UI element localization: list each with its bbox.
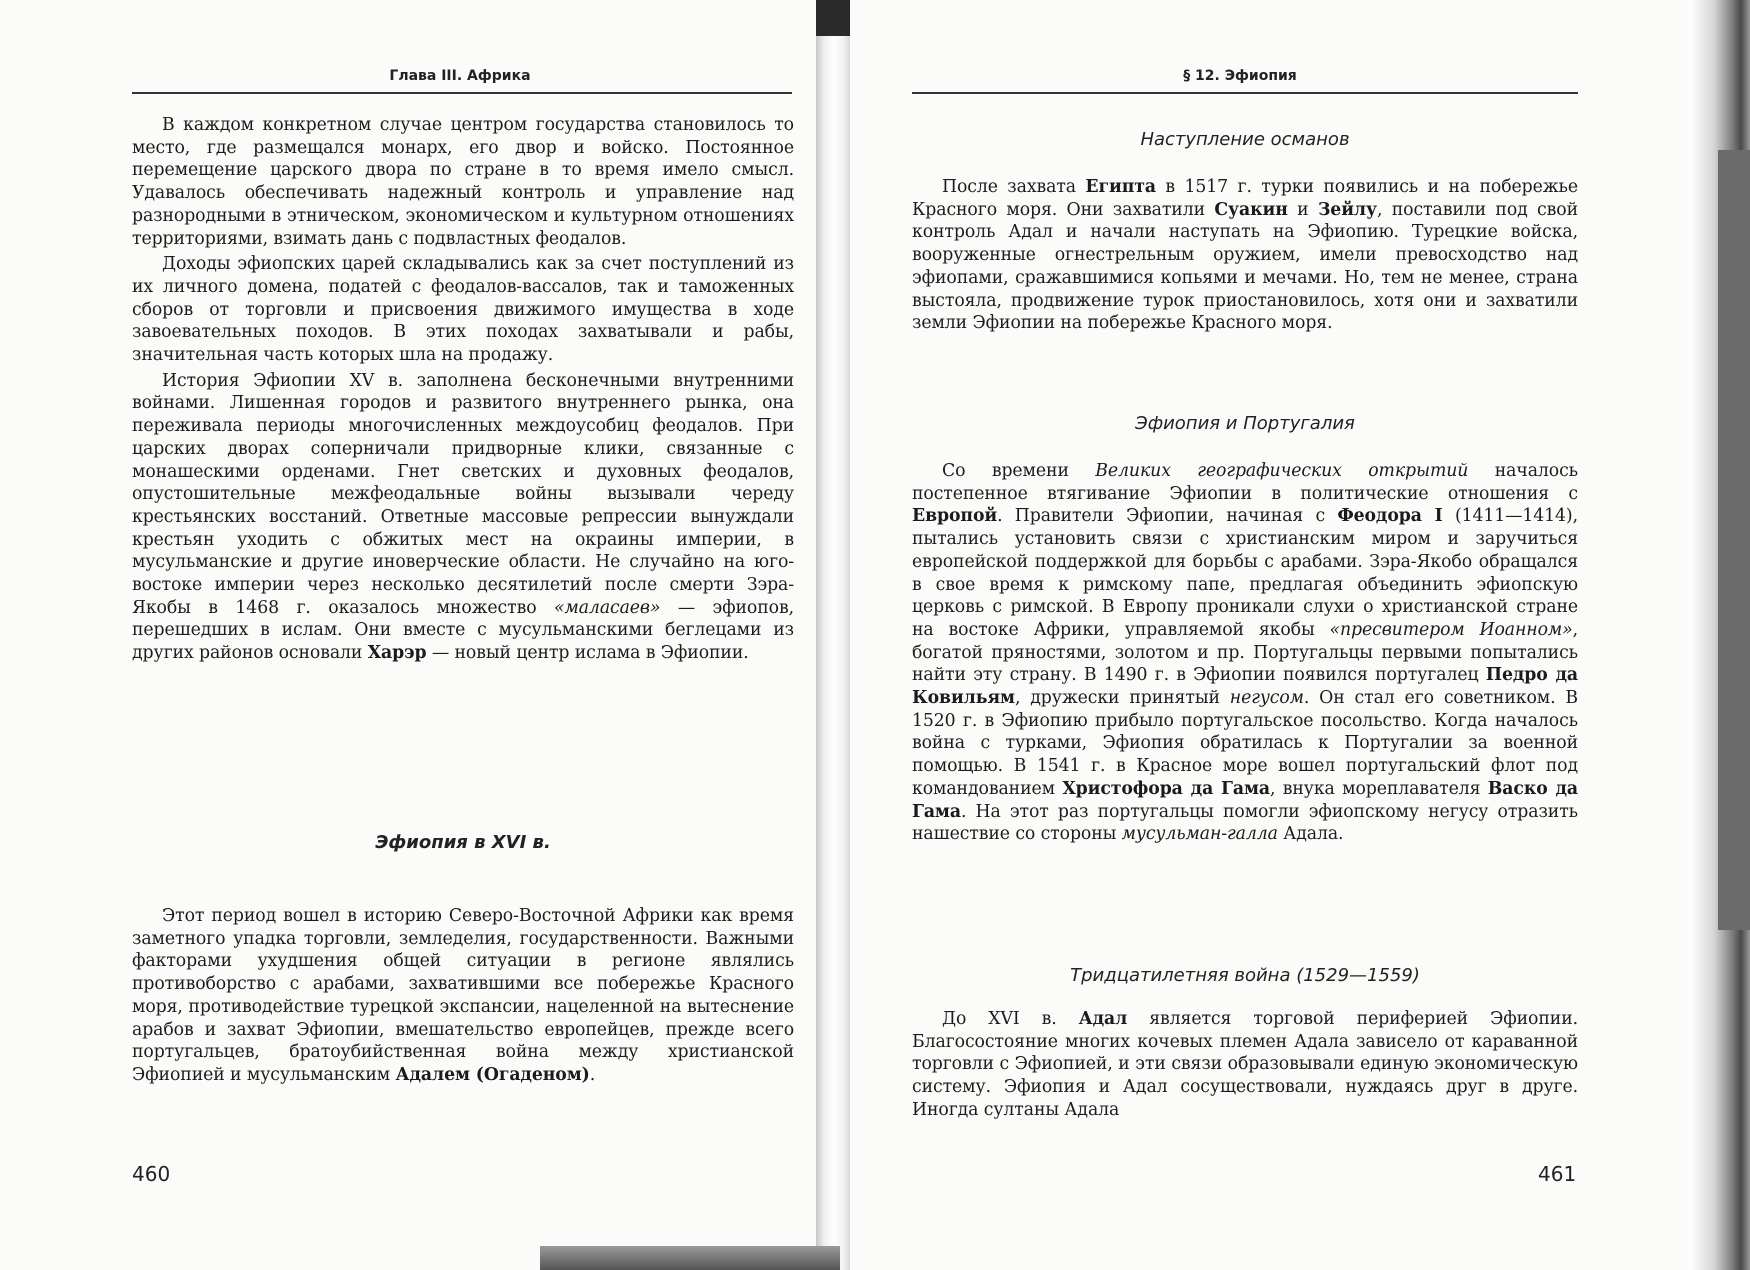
paragraph-adal xyxy=(912,1008,1578,1122)
text-span: До XVI в. xyxy=(942,1009,1079,1029)
running-head-left: Глава III. Африка xyxy=(389,68,531,84)
scan-edge-shadow xyxy=(540,1246,840,1270)
right-text-ottomans xyxy=(912,176,1578,338)
running-head-right: § 12. Эфиопия xyxy=(1183,68,1297,84)
text-span: После захвата xyxy=(942,177,1086,197)
header-rule-left xyxy=(132,92,792,94)
bold-term: Христофора да Гама xyxy=(1062,778,1270,799)
italic-term: Великих географических открытий xyxy=(1095,461,1469,481)
right-text-portugal xyxy=(912,460,1578,849)
left-page xyxy=(0,0,820,1270)
italic-term: «пресвитером Иоанном» xyxy=(1329,619,1573,640)
text-span: . xyxy=(589,1064,596,1085)
bold-term: Феодора I xyxy=(1337,506,1443,527)
text-span: , богатой пряностями, золотом и пр. Португальцы первыми попытались найти эту страну. В 1490 г. в Эфиопии появился португалец xyxy=(912,619,1578,686)
left-text-bottom xyxy=(132,905,794,1090)
paragraph-monarch-court xyxy=(132,114,794,250)
text-span: История Эфиопии XV в. заполнена бесконечными внутренними войнами. Лишенная городов и развитого внутреннего рынка, она переживала периоды многочисленных междоусобиц феодалов. При царских дворах соперничали придворные клики, связанные с монашескими орденами. Гнет светских и духовных феодалов, опустошительные межфеодальные войны вызывали череду крестьянских восстаний. Ответные массовые репрессии вынуждали крестьян уходить с обжитых мест на окраины империи, в мусульманские и другие иноверческие области. Не случайно на юго-востоке империи через несколько десятилетий после смерти Зэра-Якобы в 1468 г. оказалось множество xyxy=(132,370,794,618)
text-span: — новый центр ислама в Эфиопии. xyxy=(426,643,749,664)
left-text-top xyxy=(132,114,794,668)
bold-term: Адал xyxy=(1078,1009,1128,1029)
text-span: В каждом конкретном случае центром государства становилось то место, где размещался монарх, его двор и войско. Постоянное перемещение царского двора по стране в то время имело смысл. Удавалось обеспечивать надежный контроль и управление над разнородными в этническом, экономическом и культурном отношениях территориями, взимать дань с подвластных феодалов. xyxy=(132,115,794,249)
italic-term: мусульман-галла xyxy=(1121,824,1278,845)
book-edge-shadow xyxy=(1690,0,1750,1270)
paragraph-portugal xyxy=(912,460,1578,846)
text-span: Доходы эфиопских царей складывались как за счет поступлений из их личного домена, податей с феодалов-вассалов, так и таможенных сборов от торговли и присвоения движимого имущества в ходе завоевательных походов. В этих походах захватывали и рабы, значительная часть которых шла на продажу. xyxy=(132,254,794,366)
bold-term: Зейлу xyxy=(1317,199,1377,220)
heading-ottoman-advance: Наступление османов xyxy=(1140,129,1350,150)
bold-term: Васко да Гама xyxy=(912,778,1579,822)
text-span: началось постепенное втягивание Эфиопии в политические отношения с xyxy=(912,461,1578,504)
bold-term: Педро да Ковильям xyxy=(912,665,1578,709)
text-span: , внука мореплавателя xyxy=(1269,778,1488,799)
page-number-left: 460 xyxy=(132,1162,171,1186)
bold-term: Харэр xyxy=(367,643,427,664)
text-span: Со времени xyxy=(942,461,1096,481)
right-text-war xyxy=(912,1008,1578,1125)
italic-term: негусом xyxy=(1229,688,1304,709)
paragraph-ottomans xyxy=(912,176,1578,335)
text-span: . Правители Эфиопии, начиная с xyxy=(997,506,1338,527)
page-number-right: 461 xyxy=(1538,1162,1577,1186)
header-rule-right xyxy=(912,92,1578,94)
bold-term: Египта xyxy=(1085,177,1156,197)
paragraph-revenues xyxy=(132,253,794,367)
text-span: и xyxy=(1287,199,1318,220)
heading-thirty-years-war: Тридцатилетняя война (1529—1559) xyxy=(1070,965,1420,986)
text-span: , дружески принятый xyxy=(1014,688,1230,709)
text-span: в 1517 г. турки появились и на побережье Красного моря. Они захватили xyxy=(912,177,1578,220)
text-span: является торговой периферией Эфиопии. Благосостояние многих кочевых племен Адала зависело от караванной торговли с Эфиопией, и эти связи образовывали единую экономическую систему. Эфиопия и Адал сосуществовали, нуждаясь друг в друге. Иногда султаны Адала xyxy=(912,1009,1579,1120)
italic-term: «маласаев» xyxy=(554,597,661,618)
bold-term: Адалем (Огаденом) xyxy=(395,1064,590,1085)
text-span: Этот период вошел в историю Северо-Восточной Африки как время заметного упадка торговли, земледелия, государственности. Важными факторами ухудшения общей ситуации в регионе являлись противоборство с арабами, захватившими все побережье Красного моря, противодействие турецкой экспансии, нацеленной на вытеснение арабов и захват Эфиопии, вмешательство европейцев, прежде всего португальцев, братоубийственная война между христианской Эфиопией и мусульманским xyxy=(132,906,794,1085)
text-span: (1411—1414), пытались установить связи с христианским миром и заручиться европейской поддержкой для борьбы с арабами. Зэра-Якобо обращался в свое время к римскому папе, предлагая объединить эфиопскую церковь с римской. В Европу проникали слухи о христианской стране на востоке Африки, управляемой якобы xyxy=(912,506,1578,640)
right-page xyxy=(850,0,1750,1270)
heading-ethiopia-portugal: Эфиопия и Португалия xyxy=(1135,413,1355,434)
text-span: — эфиопов, перешедших в ислам. Они вместе с мусульманскими беглецами из других районов основали xyxy=(132,597,794,664)
page-edge-tab xyxy=(1718,150,1750,930)
bold-term: Суакин xyxy=(1214,199,1288,220)
heading-ethiopia-xvi: Эфиопия в XVI в. xyxy=(375,832,551,853)
bold-term: Европой xyxy=(912,506,998,527)
text-span: Адала. xyxy=(1277,824,1344,845)
paragraph-xv-century xyxy=(132,370,794,665)
paragraph-period-decline xyxy=(132,905,794,1087)
text-span: . На этот раз португальцы помогли эфиопскому негусу отразить нашествие со стороны xyxy=(912,801,1578,845)
text-span: , поставили под свой контроль Адал и начали наступать на Эфиопию. Турецкие войска, вооруженные огнестрельным оружием, имели превосходство над эфиопами, сражавшимися копьями и мечами. Но, тем не менее, страна выстояла, продвижение турок приостановилось, хотя они и захватили земли Эфиопии на побережье Красного моря. xyxy=(912,199,1578,334)
text-span: . Он стал его советником. В 1520 г. в Эфиопию прибыло португальское посольство. Когда началось война с турками, Эфиопия обратилась к Португалии за военной помощью. В 1541 г. в Красное море вошел португальский флот под командованием xyxy=(912,688,1578,799)
